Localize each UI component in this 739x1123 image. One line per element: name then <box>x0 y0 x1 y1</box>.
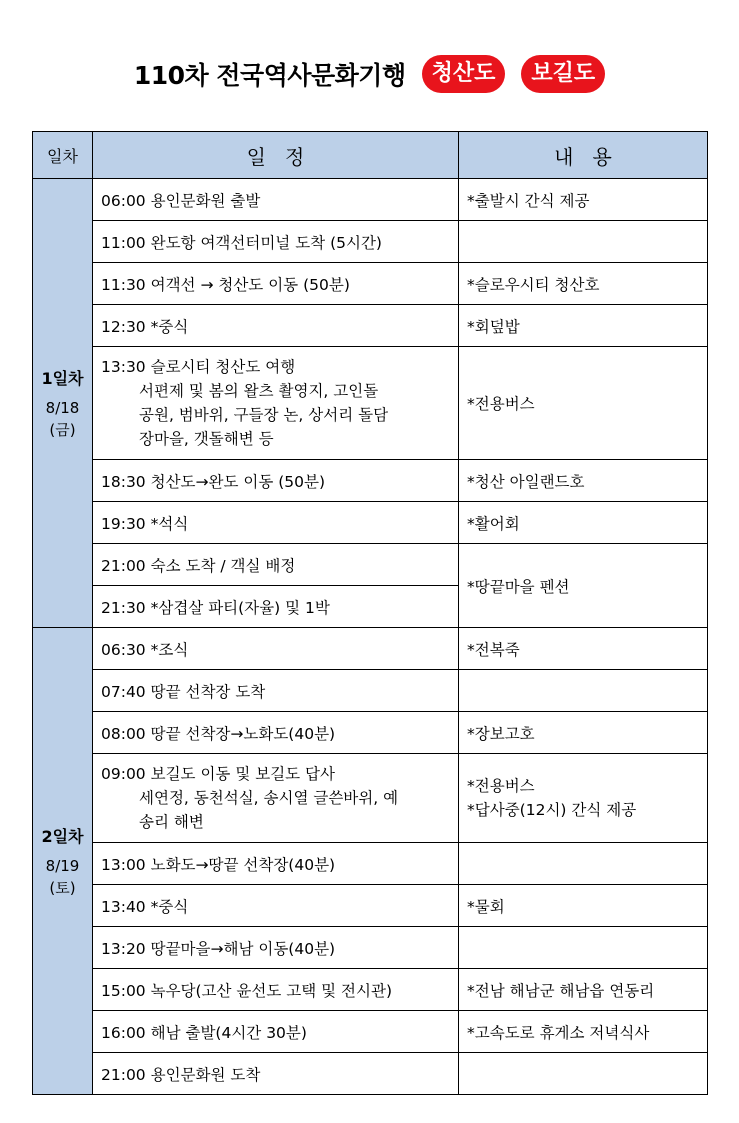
schedule-cell: 11:00 완도항 여객선터미널 도착 (5시간) <box>93 221 459 263</box>
schedule-cell: 13:20 땅끝마을→해남 이동(40분) <box>93 927 459 969</box>
details-cell <box>459 754 708 843</box>
schedule-cell: 06:00 용인문화원 출발 <box>93 179 459 221</box>
schedule-sub-line: 공원, 범바위, 구들장 논, 상서리 돌담 <box>139 406 389 424</box>
schedule-cell: 06:30 *조식 <box>93 628 459 670</box>
table-row <box>33 460 708 502</box>
day2-label: 2일차 <box>41 826 84 846</box>
schedule-main-line: 09:00 보길도 이동 및 보길도 답사 <box>101 765 336 783</box>
table-row <box>33 263 708 305</box>
details-cell: *청산 아일랜드호 <box>459 460 708 502</box>
details-cell <box>459 670 708 712</box>
table-row <box>33 544 708 586</box>
schedule-cell: 21:00 용인문화원 도착 <box>93 1053 459 1095</box>
schedule-cell: 16:00 해남 출발(4시간 30분) <box>93 1011 459 1053</box>
schedule-cell: 15:00 녹우당(고산 윤선도 고택 및 전시관) <box>93 969 459 1011</box>
table-row <box>33 927 708 969</box>
table-row <box>33 885 708 927</box>
schedule-sub-line: 서편제 및 봄의 왈츠 촬영지, 고인돌 <box>139 382 379 400</box>
header-details: 내 용 <box>459 132 708 179</box>
schedule-cell: 12:30 *중식 <box>93 305 459 347</box>
schedule-cell: 13:40 *중식 <box>93 885 459 927</box>
details-cell: *땅끝마을 펜션 <box>459 544 708 628</box>
schedule-sub-line: 장마을, 갯돌해변 등 <box>139 430 274 448</box>
header-schedule: 일 정 <box>93 132 459 179</box>
day1-cell <box>33 179 93 628</box>
details-cell: *전남 해남군 해남읍 연동리 <box>459 969 708 1011</box>
schedule-cell: 07:40 땅끝 선착장 도착 <box>93 670 459 712</box>
details-cell: *전복죽 <box>459 628 708 670</box>
table-row <box>33 843 708 885</box>
schedule-cell: 21:00 숙소 도착 / 객실 배정 <box>93 544 459 586</box>
table-row <box>33 179 708 221</box>
details-cell <box>459 927 708 969</box>
table-row <box>33 221 708 263</box>
day2-cell <box>33 628 93 1095</box>
details-cell <box>459 843 708 885</box>
table-row <box>33 305 708 347</box>
title-badges <box>422 55 606 93</box>
table-row <box>33 969 708 1011</box>
day2-date: 8/19 <box>45 856 80 875</box>
details-cell: *전용버스 <box>459 347 708 460</box>
schedule-cell: 18:30 청산도→완도 이동 (50분) <box>93 460 459 502</box>
details-cell: *회덮밥 <box>459 305 708 347</box>
header-day: 일차 <box>33 132 93 179</box>
schedule-cell <box>93 754 459 843</box>
schedule-main-line: 13:30 슬로시티 청산도 여행 <box>101 358 296 376</box>
details-line: *답사중(12시) 간식 제공 <box>467 801 637 819</box>
details-cell: *물회 <box>459 885 708 927</box>
schedule-sub-line: 세연정, 동천석실, 송시열 글쓴바위, 예 <box>139 789 399 807</box>
itinerary-table <box>32 131 708 1095</box>
table-row <box>33 712 708 754</box>
table-row <box>33 347 708 460</box>
details-cell: *고속도로 휴게소 저녁식사 <box>459 1011 708 1053</box>
schedule-cell: 11:30 여객선 → 청산도 이동 (50분) <box>93 263 459 305</box>
details-cell: *출발시 간식 제공 <box>459 179 708 221</box>
title-main: 110차 전국역사문화기행 <box>133 61 406 90</box>
details-cell: *슬로우시티 청산호 <box>459 263 708 305</box>
schedule-cell: 19:30 *석식 <box>93 502 459 544</box>
table-row <box>33 628 708 670</box>
schedule-cell: 21:30 *삼겹살 파티(자율) 및 1박 <box>93 586 459 628</box>
title-badge-bogildo: 보길도 <box>521 55 605 93</box>
title-badge-cheongsando: 청산도 <box>422 55 506 93</box>
details-cell <box>459 221 708 263</box>
day1-date: 8/18 <box>45 398 80 417</box>
table-row <box>33 502 708 544</box>
schedule-cell: 08:00 땅끝 선착장→노화도(40분) <box>93 712 459 754</box>
details-line: *전용버스 <box>467 777 535 795</box>
schedule-sub-line: 송리 해변 <box>139 813 204 831</box>
day2-weekday: (토) <box>49 878 76 897</box>
table-header-row <box>33 132 708 179</box>
details-cell: *장보고호 <box>459 712 708 754</box>
document-title <box>0 52 739 96</box>
day1-label: 1일차 <box>41 368 84 388</box>
schedule-cell <box>93 347 459 460</box>
table-row <box>33 754 708 843</box>
table-row <box>33 1011 708 1053</box>
table-row <box>33 670 708 712</box>
schedule-cell: 13:00 노화도→땅끝 선착장(40분) <box>93 843 459 885</box>
details-cell <box>459 1053 708 1095</box>
details-cell: *활어회 <box>459 502 708 544</box>
table-row <box>33 1053 708 1095</box>
day1-weekday: (금) <box>49 420 76 439</box>
